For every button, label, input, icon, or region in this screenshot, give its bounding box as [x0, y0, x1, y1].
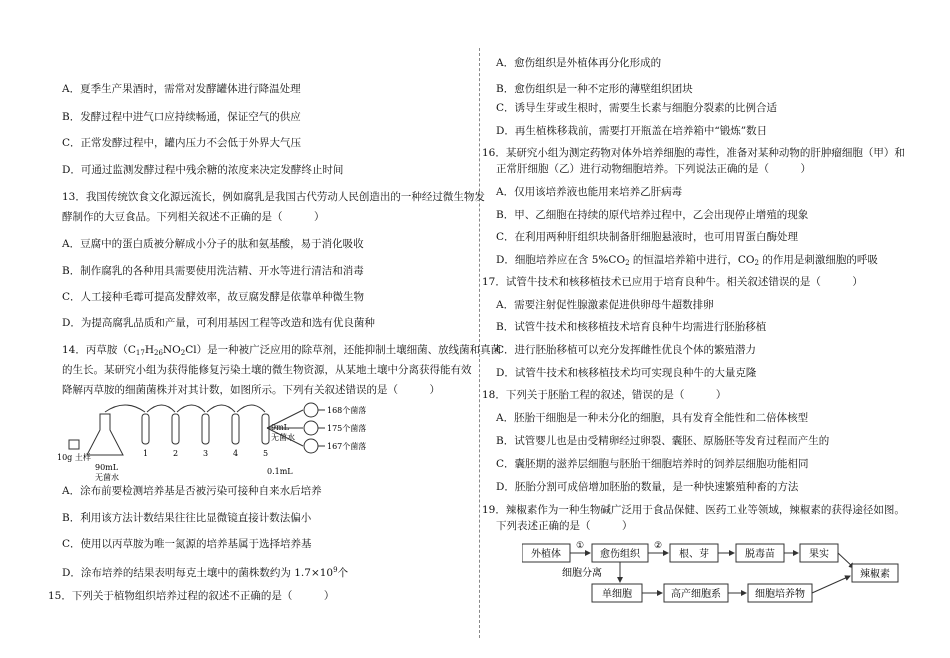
transfer-arrow-3: [177, 405, 205, 412]
box-single-cell-label: 单细胞: [602, 589, 632, 600]
transfer-arrow-5: [237, 405, 265, 412]
test-tube-1: [142, 414, 149, 444]
q13-stem-line1: 13．我国传统饮食文化源远流长，例如腐乳是我国古代劳动人民创造出的一种经过微生物发: [62, 191, 485, 203]
q16-option-b: B．甲、乙细胞在持续的原代培养过程中，乙会出现停止增殖的现象: [496, 209, 809, 221]
q14-stem-line2: 的生长。某研究小组为获得能修复污染土壤的微生物资源，从某地土壤中分离获得能有效: [62, 364, 472, 376]
step-2-label: ②: [653, 541, 663, 551]
q15-option-c: C．诱导生芽或生根时，需要生长素与细胞分裂素的比例合适: [496, 102, 778, 114]
capsaicin-flow-diagram: [522, 538, 902, 608]
q16-option-c: C．在利用两种肝组织块制备肝细胞悬液时，也可用胃蛋白酶处理: [496, 231, 799, 243]
cell-separation-label: 细胞分离: [562, 568, 602, 579]
q13-option-d: D．为提高腐乳品质和产量，可利用基因工程等改造和选有优良菌种: [62, 317, 375, 329]
tube-number-4: 4: [233, 449, 239, 458]
q12-option-a: A．夏季生产果酒时，需常对发酵罐体进行降温处理: [62, 83, 301, 95]
box-fruit-label: 果实: [809, 549, 829, 560]
transfer-arrow-1: [105, 405, 145, 412]
colony-count-3: 167个菌落: [327, 442, 367, 451]
test-tube-2: [172, 414, 179, 444]
q18-option-b: B．试管婴儿也是由受精卵经过卵裂、囊胚、原肠胚等发育过程而产生的: [496, 435, 830, 447]
q12-option-d: D．可通过监测发酵过程中残余糖的浓度来决定发酵终止时间: [62, 164, 344, 176]
volume-label-4: [210, 400, 229, 401]
tube-water-label: 9mL: [271, 423, 289, 432]
box-virus-free-seedling-label: 脱毒苗: [745, 549, 775, 560]
test-tube-3: [202, 414, 209, 444]
q14-stem-line3: 降解丙草胺的细菌菌株并对其计数，如图所示。下列有关叙述错误的是（ ）: [62, 384, 440, 396]
tube-number-2: 2: [173, 449, 179, 458]
q15-option-a: A．愈伤组织是外植体再分化形成的: [496, 57, 662, 69]
q16-option-a: A．仅用该培养液也能用来培养乙肝病毒: [496, 186, 683, 198]
colony-count-2: 175个菌落: [327, 424, 367, 433]
flask-water-label-2: 无菌水: [95, 473, 119, 482]
transfer-arrow-4: [207, 405, 235, 412]
q15-option-b: B．愈伤组织是一种不定形的薄壁组织团块: [496, 83, 693, 95]
plating-volume-label: 0.1mL: [267, 467, 293, 476]
colony-count-1: 168个菌落: [327, 406, 367, 415]
q14-option-c: C．使用以丙草胺为唯一氮源的培养基属于选择培养基: [62, 538, 312, 550]
q15-option-d: D．再生植株移栽前，需要打开瓶盖在培养箱中“锻炼”数日: [496, 125, 768, 137]
q13-option-a: A．豆腐中的蛋白质被分解成小分子的肽和氨基酸，易于消化吸收: [62, 238, 364, 250]
box-root-bud-label: 根、芽: [679, 549, 709, 560]
q14-stem-line1: 14．丙草胺$(C_{17}H_{26}NO_2Cl)$是一种被广泛应用的除草剂，还能抑制土壤细菌、放线菌和真菌: [62, 344, 502, 357]
soil-beaker-icon: [69, 440, 79, 449]
q19-stem-line1: 19．辣椒素作为一种生物碱广泛用于食品保健、医药工业等领域，辣椒素的获得途径如图。: [482, 504, 905, 516]
volume-label-5: [240, 400, 259, 401]
q17-option-a: A．需要注射促性腺激素促进供卵母牛超数排卵: [496, 299, 714, 311]
tube-water-label-2: 无菌水: [271, 433, 295, 442]
q13-option-b: B．制作腐乳的各种用具需要使用洗洁精、开水等进行清洁和消毒: [62, 265, 364, 277]
box-explant-label: 外植体: [531, 549, 561, 560]
petri-dish-1: [304, 403, 318, 417]
soil-label: 10g 土样: [57, 453, 91, 462]
q18-stem: 18．下列关于胚胎工程的叙述，错误的是（ ）: [482, 389, 727, 401]
q12-option-c: C．正常发酵过程中，罐内压力不会低于外界大气压: [62, 137, 302, 149]
tube-number-3: 3: [203, 449, 209, 458]
q17-option-d: D．试管牛技术和核移植技术均可实现良种牛的大量克隆: [496, 367, 757, 379]
q16-stem-line1: 16．某研究小组为测定药物对体外培养细胞的毒性，准备对某种动物的肝肿瘤细胞（甲）和: [482, 147, 905, 159]
serial-dilution-figure: [55, 400, 385, 490]
box-high-yield-line-label: 高产细胞系: [671, 589, 721, 600]
tube-number-1: 1: [143, 449, 149, 458]
petri-dish-3: [304, 439, 318, 453]
q18-option-c: C．囊胚期的滋养层细胞与胚胎干细胞培养时的饲养层细胞功能相同: [496, 458, 809, 470]
transfer-arrow-2: [147, 405, 175, 412]
box-capsaicin-label: 辣椒素: [860, 569, 890, 580]
q14-option-a: A．涂布前要检测培养基是否被污染可接种自来水后培养: [62, 485, 322, 497]
q18-option-a: A．胚胎干细胞是一种未分化的细胞，具有发育全能性和二倍体核型: [496, 412, 809, 424]
q14-option-b: B．利用该方法计数结果往往比显微镜直接计数法偏小: [62, 512, 312, 524]
q18-option-d: D．胚胎分割可成倍增加胚胎的数量，是一种快速繁殖种畜的方法: [496, 481, 799, 493]
tube-number-5: 5: [263, 449, 269, 458]
q19-stem-line2: 下列表述正确的是（ ）: [496, 520, 633, 532]
q13-stem-line2: 酵制作的大豆食品。下列相关叙述不正确的是（ ）: [62, 211, 325, 223]
petri-dish-2: [304, 421, 318, 435]
flask-icon: [87, 414, 123, 455]
flask-water-label: 90mL: [95, 463, 119, 472]
q15-stem: 15．下列关于植物组织培养过程的叙述不正确的是（ ）: [48, 590, 335, 602]
q17-stem: 17．试管牛技术和核移植技术已应用于培育良种牛。相关叙述错误的是（ ）: [482, 276, 863, 288]
test-tube-4: [232, 414, 239, 444]
q17-option-c: C．进行胚胎移植可以充分发挥雌性优良个体的繁殖潜力: [496, 344, 757, 356]
volume-label-2: [150, 400, 169, 401]
step-1-label: ①: [575, 541, 585, 551]
q12-option-b: B．发酵过程中进气口应持续畅通，保证空气的供应: [62, 111, 301, 123]
q14-option-d: D．涂布培养的结果表明每克土壤中的菌株数约为 $1.7\times 10^9$个: [62, 566, 349, 579]
q16-option-d: D．细胞培养应在含 $5\%CO_2$ 的恒温培养箱中进行，$CO_2$ 的作用是刺激细胞的呼吸: [496, 254, 878, 267]
arrow-8: [812, 576, 850, 593]
box-cell-culture-label: 细胞培养物: [755, 589, 805, 600]
volume-label-3: [180, 400, 199, 401]
q16-stem-line2: 正常肝细胞（乙）进行动物细胞培养。下列说法正确的是（ ）: [496, 163, 811, 175]
q17-option-b: B．试管牛技术和核移植技术培育良种牛均需进行胚胎移植: [496, 321, 767, 333]
box-callus-label: 愈伤组织: [600, 549, 640, 560]
q13-option-c: C．人工接种毛霉可提高发酵效率，故豆腐发酵是依靠单种微生物: [62, 291, 365, 303]
